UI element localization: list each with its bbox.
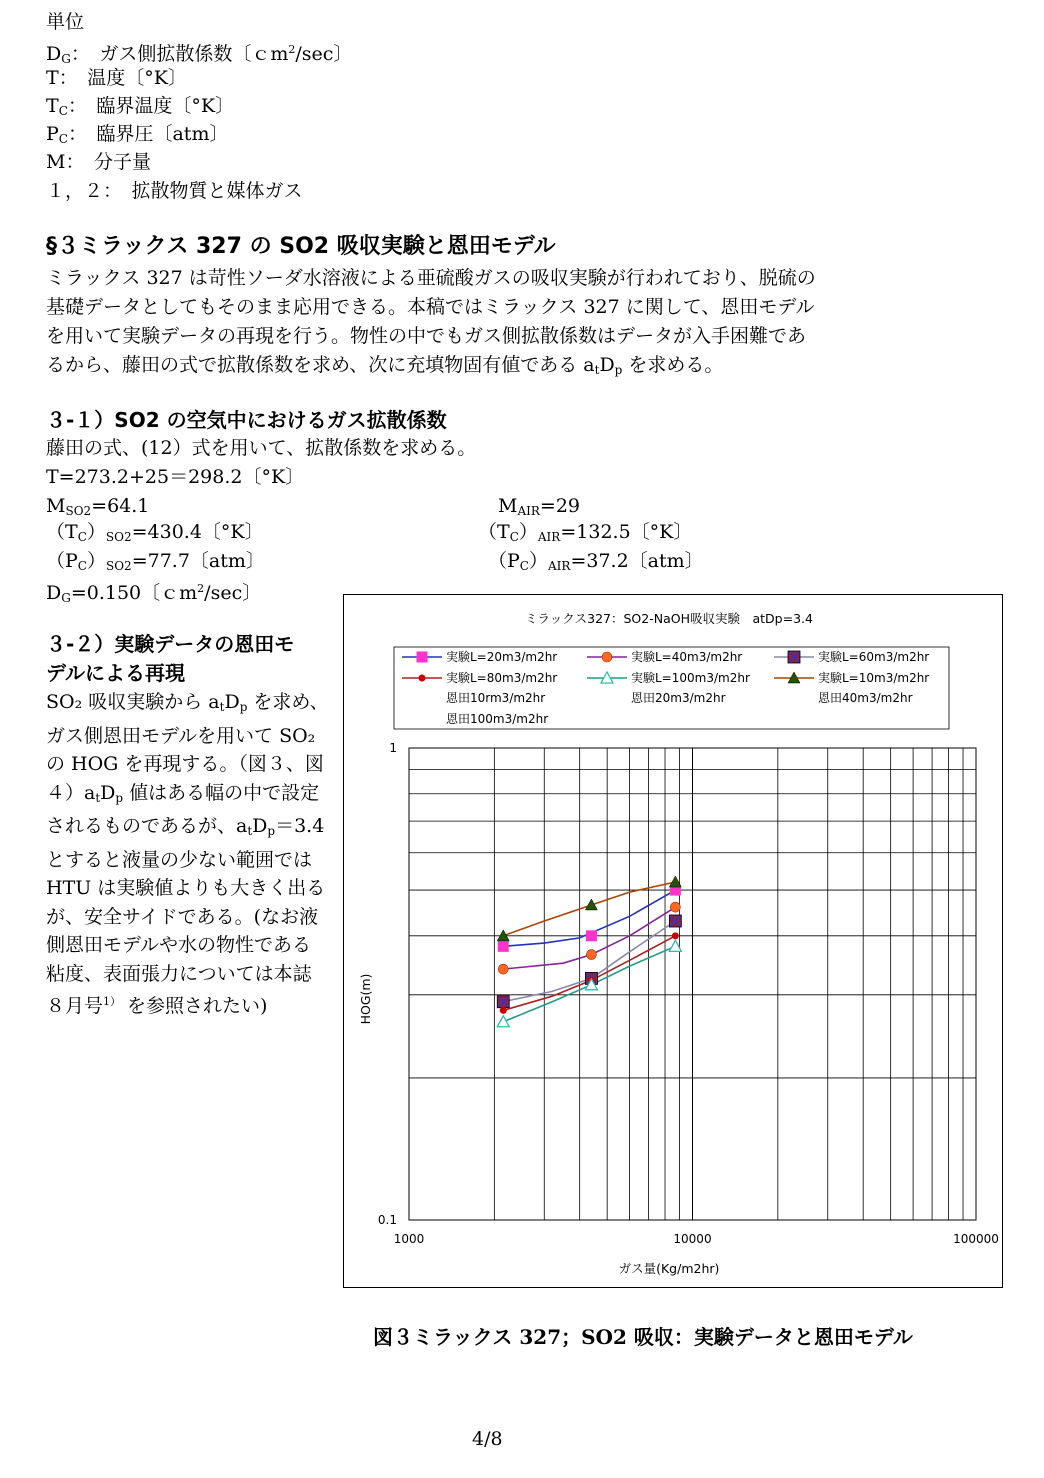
legend-label: 恩田40m3/m2hr xyxy=(818,691,913,705)
unit-pc: $P_C$： 臨界圧〔atm〕 xyxy=(46,123,229,146)
legend-marker xyxy=(417,652,427,662)
section31-line-2: T=273.2+25＝298.2〔°K〕 xyxy=(46,466,305,488)
data-point xyxy=(669,915,681,927)
x-tick-label: 10000 xyxy=(673,1232,712,1246)
data-point xyxy=(670,902,680,912)
legend-label: 恩田100m3/m2hr xyxy=(446,712,549,726)
unit-tc: $T_C$： 臨界温度〔°K〕 xyxy=(46,95,235,118)
m-so2: $M_{SO2}=64.1$ xyxy=(46,495,150,518)
legend-label: 恩田10rm3/m2hr xyxy=(446,691,546,705)
dg-value: $D_G=0.150$〔ｃm$^2$/sec〕 xyxy=(46,582,262,605)
data-point xyxy=(498,964,508,974)
tick-labels xyxy=(378,741,999,1246)
legend-marker xyxy=(602,652,612,662)
tc-so2: $(T_C)_{SO2}=430.4$〔°K〕 xyxy=(46,521,264,544)
unit-m: M： 分子量 xyxy=(46,151,151,173)
data-point xyxy=(672,932,679,939)
legend-label: 実験L=20m3/m2hr xyxy=(446,650,558,664)
legend-marker xyxy=(419,675,426,682)
x-tick-label: 1000 xyxy=(393,1232,425,1246)
figure-caption: 図３ミラックス 327；SO2 吸収：実験データと恩田モデル xyxy=(373,1325,913,1349)
pc-so2: $(P_C)_{SO2}=77.7$〔atm〕 xyxy=(46,550,265,573)
units-heading: 単位 xyxy=(46,11,85,33)
data-point xyxy=(498,941,508,951)
section3-title: §３ミラックス 327 の SO2 吸収実験と恩田モデル xyxy=(46,234,556,259)
data-point xyxy=(586,950,596,960)
section32-title-line-2: デルによる再現 xyxy=(46,661,185,685)
data-point xyxy=(497,1016,509,1027)
legend xyxy=(402,650,929,726)
data-point xyxy=(497,930,509,941)
x-tick-label: 100000 xyxy=(953,1232,999,1246)
unit-dg: $D_G$： ガス側拡散係数〔ｃm$^2$/sec〕 xyxy=(46,43,353,66)
section32-title-line-1: ３-２）実験データの恩田モ xyxy=(46,632,295,656)
y-axis-label: HOG(m) xyxy=(358,973,373,1025)
y-tick-label: 0.1 xyxy=(377,1213,397,1227)
legend-label: 実験L=40m3/m2hr xyxy=(631,650,743,664)
grid xyxy=(409,748,976,1220)
page-number: 4/8 xyxy=(472,1428,503,1450)
legend-label: 実験L=100m3/m2hr xyxy=(631,671,750,685)
section31-title: ３-１）SO2 の空気中におけるガス拡散係数 xyxy=(46,408,447,432)
legend-label: 実験L=10m3/m2hr xyxy=(818,671,930,685)
data-point xyxy=(585,899,597,910)
legend-label: 実験L=80m3/m2hr xyxy=(446,671,558,685)
tc-air: $(T_C)_{AIR}=132.5$〔°K〕 xyxy=(478,521,693,544)
section3-para-line-1: ミラックス 327 は苛性ソーダ水溶液による亜硫酸ガスの吸収実験が行われており、脱硫の xyxy=(46,267,816,289)
unit-diffusion: １，２： 拡散物質と媒体ガス xyxy=(46,180,303,202)
pc-air: $(P_C)_{AIR}=37.2$〔atm〕 xyxy=(488,550,704,573)
unit-t: T： 温度〔°K〕 xyxy=(46,67,187,89)
data-point xyxy=(497,996,509,1008)
section3-para-line-2: 基礎データとしてもそのまま応用できる。本稿ではミラックス 327 に関して、恩田モデル xyxy=(46,296,815,318)
section3-para-line-4: るから、藤田の式で拡散係数を求め、次に充填物固有値である $a_tD_p$ を求める。 xyxy=(46,354,724,377)
legend-marker xyxy=(788,651,800,663)
section31-line-1: 藤田の式、(12）式を用いて、拡散係数を求める。 xyxy=(46,437,477,459)
chart-frame xyxy=(343,594,1003,1288)
m-air: $M_{AIR}=29$ xyxy=(498,495,581,518)
data-point xyxy=(500,1007,507,1014)
x-axis-label: ガス量(Kg/m2hr) xyxy=(618,1261,720,1276)
data-point xyxy=(586,931,596,941)
hog-chart xyxy=(344,595,1002,1287)
y-tick-label: 1 xyxy=(389,741,397,755)
legend-label: 恩田20m3/m2hr xyxy=(631,691,726,705)
section32-paragraph: SO₂ 吸収実験から $a_tD_p$ を求め、ガス側恩田モデルを用いて SO₂の HOG を再現する。（図３、図$4)a_tD_p$ 値はある幅の中で設定されるものであるが、$a_tD_p=3.4$ とすると液量の少ない範囲では HTU は実験値よりも大きく出るが、安全サイドである。(なお液側恩田モデルや水の物性である粘度、表面張力については本誌８月号$^{1)}$ を参照されたい) xyxy=(46,691,329,1017)
legend-label: 実験L=60m3/m2hr xyxy=(818,650,930,664)
section3-para-line-3: を用いて実験データの再現を行う。物性の中でもガス側拡散係数はデータが入手困難であ xyxy=(46,325,807,347)
chart-title: ミラックス327：SO2-NaOH吸収実験 atDp=3.4 xyxy=(525,611,813,626)
